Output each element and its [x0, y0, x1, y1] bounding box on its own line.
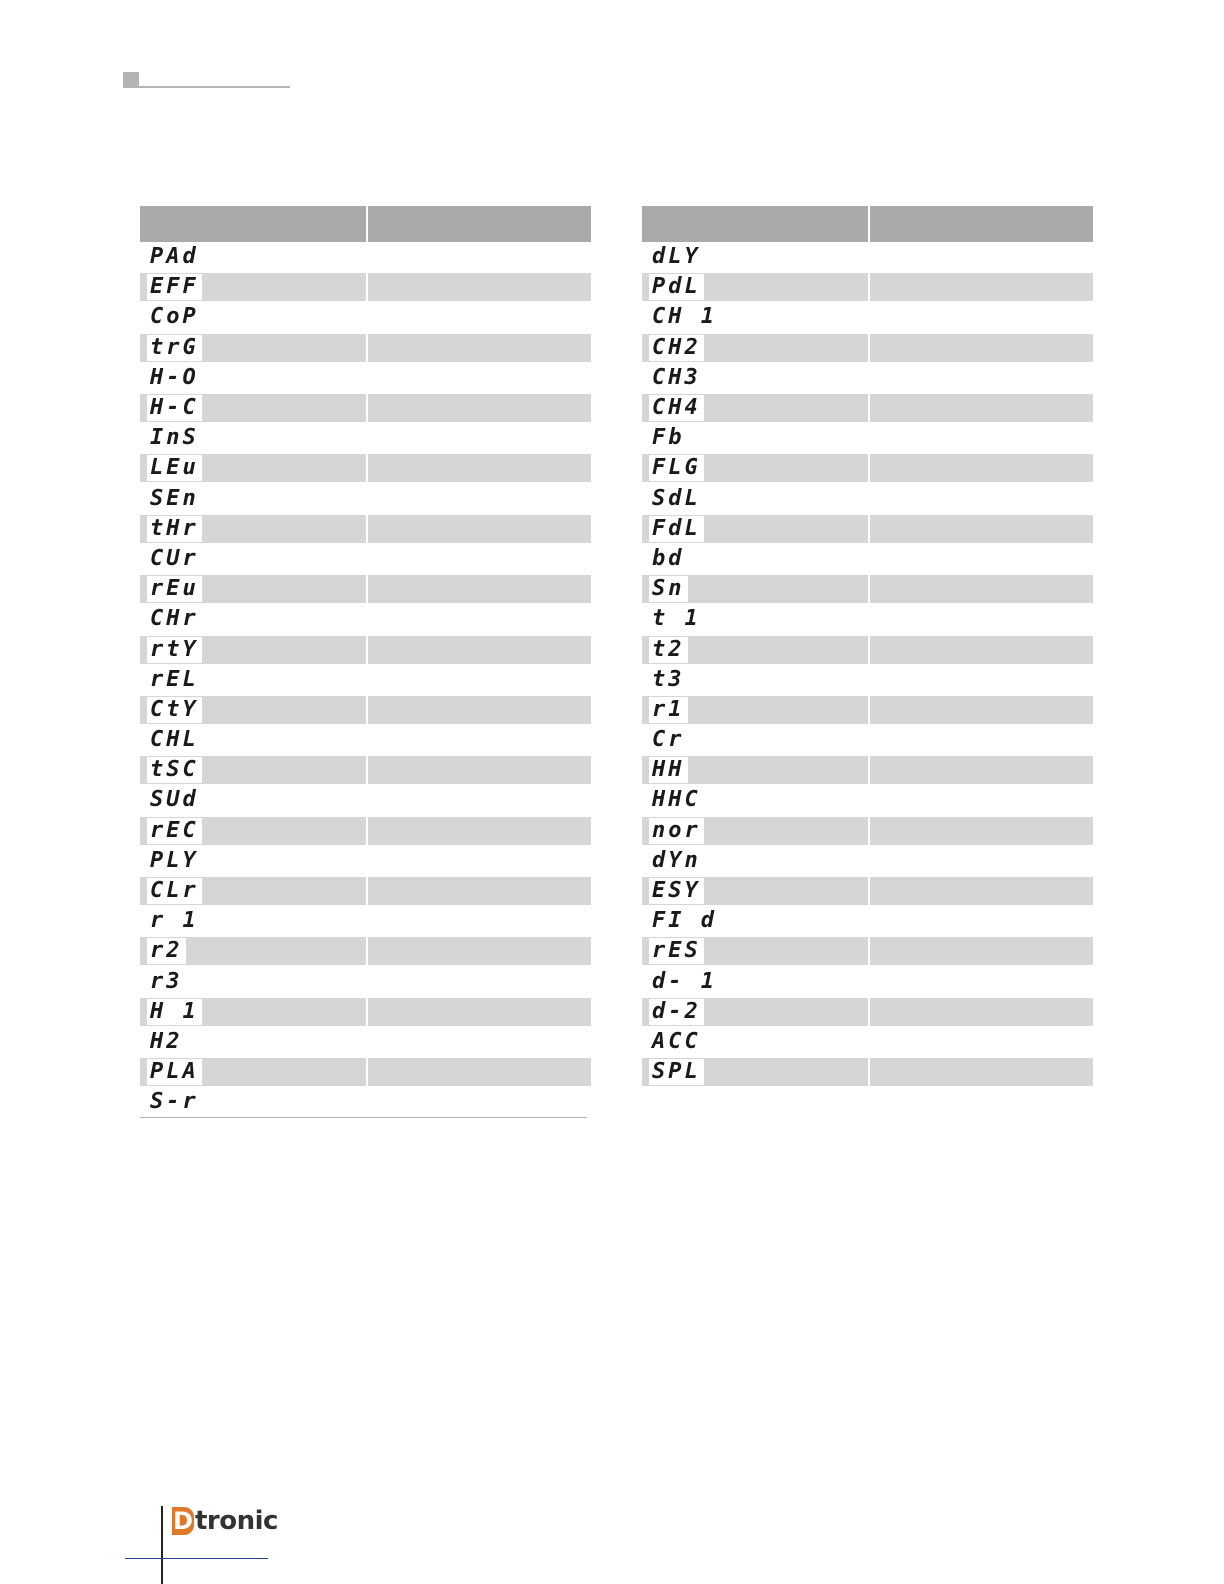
description-cell	[870, 968, 1093, 996]
code-cell	[642, 575, 868, 603]
code-cell	[140, 998, 366, 1026]
lcd-code: ACC	[652, 1028, 701, 1054]
lcd-code: SEn	[150, 485, 199, 511]
table-row	[140, 755, 591, 785]
code-cell	[642, 998, 868, 1026]
code-cell	[140, 877, 366, 905]
logo-mark: D	[173, 1507, 193, 1535]
table-row	[140, 363, 591, 393]
description-cell	[368, 515, 591, 543]
lcd-code: FI d	[652, 908, 717, 934]
table-row	[140, 242, 591, 272]
table-row	[642, 816, 1093, 846]
lcd-code: CH4	[649, 395, 704, 421]
lcd-code: H2	[150, 1028, 183, 1054]
lcd-code: SPL	[649, 1059, 704, 1085]
table-body	[642, 242, 1093, 1087]
code-cell	[642, 666, 868, 694]
table-row	[140, 846, 591, 876]
description-cell	[368, 485, 591, 513]
lcd-code: t 1	[652, 606, 701, 632]
code-cell	[642, 243, 868, 271]
table-row	[140, 967, 591, 997]
table-row	[642, 604, 1093, 634]
lcd-code: rEC	[147, 818, 202, 844]
table-row	[642, 363, 1093, 393]
description-cell	[870, 394, 1093, 422]
table-row	[140, 302, 591, 332]
code-cell	[642, 303, 868, 331]
description-cell	[368, 394, 591, 422]
header-cell-code	[140, 206, 366, 242]
code-cell	[140, 756, 366, 784]
description-cell	[870, 726, 1093, 754]
table-row	[642, 302, 1093, 332]
lcd-code: CtY	[147, 697, 202, 723]
lcd-code: rEu	[147, 576, 202, 602]
table-row	[642, 1027, 1093, 1057]
table-row	[140, 665, 591, 695]
lcd-code: dLY	[652, 244, 701, 270]
lcd-code: dYn	[652, 847, 701, 873]
code-cell	[140, 605, 366, 633]
code-cell	[140, 666, 366, 694]
table-body	[140, 242, 591, 1117]
description-cell	[368, 454, 591, 482]
code-cell	[140, 394, 366, 422]
table-row	[642, 967, 1093, 997]
lcd-code: SUd	[150, 787, 199, 813]
code-cell	[140, 726, 366, 754]
description-cell	[368, 756, 591, 784]
code-cell	[140, 968, 366, 996]
lcd-code: tHr	[147, 516, 202, 542]
lcd-code: r3	[150, 968, 183, 994]
code-cell	[642, 937, 868, 965]
description-cell	[368, 303, 591, 331]
description-cell	[870, 303, 1093, 331]
code-cell	[642, 877, 868, 905]
lcd-code: rEL	[150, 666, 199, 692]
description-cell	[870, 334, 1093, 362]
table-row	[642, 725, 1093, 755]
table-row	[642, 514, 1093, 544]
lcd-code: CH3	[652, 364, 701, 390]
description-cell	[870, 273, 1093, 301]
lcd-code: HH	[649, 757, 688, 783]
lcd-code: tSC	[147, 757, 202, 783]
description-cell	[870, 666, 1093, 694]
table-row	[642, 272, 1093, 302]
lcd-code: InS	[150, 425, 199, 451]
lcd-code: HHC	[652, 787, 701, 813]
lcd-code: t3	[652, 666, 685, 692]
code-cell	[140, 786, 366, 814]
description-cell	[368, 243, 591, 271]
table-row	[642, 846, 1093, 876]
table-row	[140, 695, 591, 725]
table-row	[140, 1087, 591, 1117]
table-row	[140, 574, 591, 604]
code-cell	[642, 485, 868, 513]
lcd-code: H 1	[147, 999, 202, 1025]
table-row	[642, 785, 1093, 815]
table-row	[140, 544, 591, 574]
code-cell	[140, 636, 366, 664]
code-cell	[140, 485, 366, 513]
description-cell	[870, 485, 1093, 513]
description-cell	[870, 515, 1093, 543]
table-row	[140, 393, 591, 423]
code-cell	[140, 847, 366, 875]
description-cell	[870, 1058, 1093, 1086]
table-row	[140, 725, 591, 755]
lcd-code: PLY	[150, 847, 199, 873]
code-cell	[642, 907, 868, 935]
lcd-code: S-r	[150, 1089, 199, 1115]
header-cell-description	[870, 206, 1093, 242]
lcd-code: trG	[147, 335, 202, 361]
footer-horizontal-line	[125, 1558, 268, 1559]
table-row	[642, 453, 1093, 483]
description-cell	[368, 907, 591, 935]
description-cell	[368, 726, 591, 754]
description-cell	[368, 575, 591, 603]
lcd-code: CH 1	[652, 304, 717, 330]
code-cell	[140, 817, 366, 845]
description-cell	[870, 877, 1093, 905]
table-row	[140, 453, 591, 483]
description-cell	[368, 334, 591, 362]
code-cell	[642, 1058, 868, 1086]
table-row	[642, 665, 1093, 695]
description-cell	[870, 847, 1093, 875]
table-row	[642, 997, 1093, 1027]
dtronic-logo	[172, 1504, 278, 1538]
table-row	[642, 695, 1093, 725]
description-cell	[870, 424, 1093, 452]
description-cell	[368, 877, 591, 905]
header-cell-code	[642, 206, 868, 242]
description-cell	[368, 273, 591, 301]
lcd-code: nor	[649, 818, 704, 844]
table-header	[140, 206, 591, 242]
code-cell	[642, 636, 868, 664]
table-row	[642, 755, 1093, 785]
description-cell	[870, 636, 1093, 664]
lcd-code: bd	[652, 545, 685, 571]
table-row	[140, 272, 591, 302]
description-cell	[368, 364, 591, 392]
code-cell	[140, 696, 366, 724]
table-row	[140, 785, 591, 815]
lcd-code: Cr	[652, 727, 685, 753]
table-bottom-rule	[140, 1117, 587, 1118]
table-row	[140, 876, 591, 906]
lcd-code: d-2	[649, 999, 704, 1025]
code-cell	[642, 515, 868, 543]
description-cell	[870, 817, 1093, 845]
table-row	[140, 514, 591, 544]
description-cell	[368, 1058, 591, 1086]
table-row	[642, 634, 1093, 664]
header-decoration	[123, 72, 291, 88]
left-parameter-table	[140, 206, 591, 1117]
code-cell	[642, 364, 868, 392]
description-cell	[368, 786, 591, 814]
table-row	[140, 1027, 591, 1057]
description-cell	[368, 636, 591, 664]
lcd-code: r2	[147, 938, 186, 964]
footer-vertical-line	[161, 1506, 163, 1584]
table-header	[642, 206, 1093, 242]
description-cell	[368, 605, 591, 633]
description-cell	[870, 364, 1093, 392]
lcd-code: CH2	[649, 335, 704, 361]
logo-text: tronic	[195, 1506, 278, 1536]
code-cell	[140, 364, 366, 392]
description-cell	[368, 847, 591, 875]
description-cell	[368, 666, 591, 694]
table-row	[140, 997, 591, 1027]
code-cell	[140, 303, 366, 331]
lcd-code: r1	[649, 697, 688, 723]
lcd-code: LEu	[147, 455, 202, 481]
table-row	[642, 393, 1093, 423]
lcd-code: rtY	[147, 637, 202, 663]
description-cell	[870, 998, 1093, 1026]
code-cell	[140, 1028, 366, 1056]
code-cell	[642, 394, 868, 422]
code-cell	[642, 786, 868, 814]
lcd-code: Fb	[652, 425, 685, 451]
lcd-code: CoP	[150, 304, 199, 330]
description-cell	[870, 756, 1093, 784]
table-row	[140, 906, 591, 936]
table-row	[642, 423, 1093, 453]
description-cell	[368, 545, 591, 573]
code-cell	[642, 1028, 868, 1056]
description-cell	[368, 968, 591, 996]
description-cell	[870, 1028, 1093, 1056]
code-cell	[140, 937, 366, 965]
description-cell	[870, 786, 1093, 814]
lcd-code: FdL	[649, 516, 704, 542]
description-cell	[870, 696, 1093, 724]
table-row	[642, 574, 1093, 604]
code-cell	[642, 726, 868, 754]
table-row	[642, 544, 1093, 574]
table-row	[642, 242, 1093, 272]
lcd-code: SdL	[652, 485, 701, 511]
lcd-code: t2	[649, 637, 688, 663]
lcd-code: EFF	[147, 274, 202, 300]
table-row	[642, 906, 1093, 936]
table-row	[642, 484, 1093, 514]
lcd-code: PdL	[649, 274, 704, 300]
code-cell	[140, 515, 366, 543]
lcd-code: ESY	[649, 878, 704, 904]
lcd-code: CUr	[150, 545, 199, 571]
code-cell	[642, 334, 868, 362]
lcd-code: d- 1	[652, 968, 717, 994]
table-row	[140, 1057, 591, 1087]
description-cell	[368, 1088, 591, 1116]
code-cell	[642, 605, 868, 633]
right-parameter-table	[642, 206, 1093, 1087]
code-cell	[642, 273, 868, 301]
table-row	[642, 876, 1093, 906]
code-cell	[140, 575, 366, 603]
description-cell	[368, 937, 591, 965]
table-row	[642, 1057, 1093, 1087]
header-line	[139, 86, 290, 88]
lcd-code: Sn	[649, 576, 688, 602]
lcd-code: FLG	[649, 455, 704, 481]
lcd-code: PLA	[147, 1059, 202, 1085]
code-cell	[642, 696, 868, 724]
code-cell	[140, 334, 366, 362]
table-row	[140, 333, 591, 363]
code-cell	[642, 545, 868, 573]
code-cell	[140, 273, 366, 301]
description-cell	[368, 998, 591, 1026]
description-cell	[368, 696, 591, 724]
code-cell	[642, 968, 868, 996]
lcd-code: H-O	[150, 364, 199, 390]
code-cell	[642, 454, 868, 482]
code-cell	[642, 847, 868, 875]
description-cell	[368, 1028, 591, 1056]
description-cell	[870, 937, 1093, 965]
code-cell	[140, 243, 366, 271]
lcd-code: CHr	[150, 606, 199, 632]
description-cell	[870, 575, 1093, 603]
code-cell	[140, 907, 366, 935]
description-cell	[368, 817, 591, 845]
code-cell	[140, 1088, 366, 1116]
table-row	[140, 604, 591, 634]
description-cell	[870, 545, 1093, 573]
header-cell-description	[368, 206, 591, 242]
lcd-code: rES	[649, 938, 704, 964]
lcd-code: r 1	[150, 908, 199, 934]
table-row	[140, 634, 591, 664]
lcd-code: CLr	[147, 878, 202, 904]
code-cell	[140, 1058, 366, 1086]
code-cell	[140, 424, 366, 452]
description-cell	[870, 907, 1093, 935]
code-cell	[642, 424, 868, 452]
lcd-code: H-C	[147, 395, 202, 421]
lcd-code: CHL	[150, 727, 199, 753]
description-cell	[368, 424, 591, 452]
code-cell	[642, 817, 868, 845]
table-row	[140, 936, 591, 966]
table-row	[140, 816, 591, 846]
table-row	[140, 484, 591, 514]
table-row	[642, 936, 1093, 966]
description-cell	[870, 605, 1093, 633]
code-cell	[642, 756, 868, 784]
table-row	[642, 333, 1093, 363]
lcd-code: PAd	[150, 244, 199, 270]
description-cell	[870, 243, 1093, 271]
code-cell	[140, 454, 366, 482]
description-cell	[870, 454, 1093, 482]
table-row	[140, 423, 591, 453]
header-square	[123, 72, 139, 88]
code-cell	[140, 545, 366, 573]
